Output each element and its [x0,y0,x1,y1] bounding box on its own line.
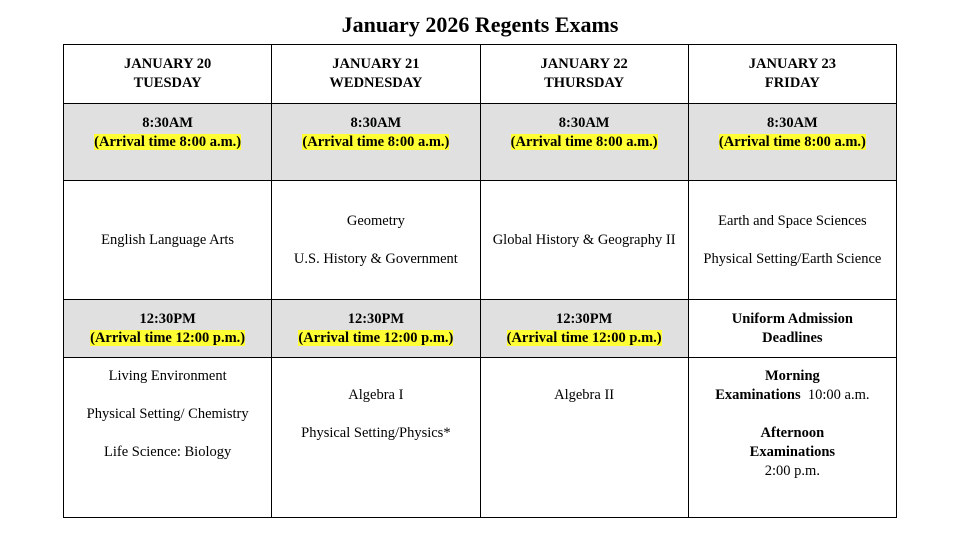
exam-name: Algebra I [348,387,404,403]
morning-exams-cell [688,181,896,300]
exam-name: Living Environment [108,368,227,384]
exam-name: Geometry [346,212,405,229]
arrival-time: (Arrival time 8:00 a.m.) [718,134,866,150]
start-time: 8:30AM [350,115,402,131]
day-weekday: FRIDAY [764,75,820,91]
exam-name: Algebra II [554,387,615,403]
uniform-admission-deadlines-cell [688,358,896,518]
afternoon-time-cell [480,300,688,358]
arrival-time: (Arrival time 12:00 p.m.) [298,329,454,346]
day-header-cell [480,45,688,104]
exam-schedule-table [63,44,897,518]
morning-exams-cell [272,181,480,300]
start-time: 12:30PM [139,310,196,327]
day-weekday: TUESDAY [133,75,202,91]
morning-exams-cell [480,181,688,300]
exam-name: English Language Arts [101,231,235,248]
uniform-admission-heading: Uniform Admission [731,310,853,327]
start-time: 12:30PM [555,310,613,327]
start-time: 8:30AM [767,115,818,131]
deadline-time: 10:00 a.m. [807,387,870,403]
exam-name: Physical Setting/Earth Science [703,250,882,267]
uniform-admission-heading-cell [688,300,896,358]
deadline-label: Examinations [715,387,801,403]
morning-time-cell [272,104,480,181]
afternoon-time-row [64,300,897,358]
morning-time-row [64,104,897,181]
exam-name: Physical Setting/ Chemistry [86,406,249,422]
deadline-label: Examinations [749,444,836,460]
afternoon-exams-cell [64,358,272,518]
afternoon-exams-cell [480,358,688,518]
morning-exams-row [64,181,897,300]
afternoon-exams-row [64,358,897,518]
exam-name: Life Science: Biology [104,444,232,460]
start-time: 8:30AM [142,115,193,131]
morning-time-cell [64,104,272,181]
page-title: January 2026 Regents Exams [341,12,619,37]
start-time: 8:30AM [558,115,610,131]
morning-exams-cell [64,181,272,300]
day-date: JANUARY 23 [748,56,836,72]
arrival-time: (Arrival time 12:00 p.m.) [506,329,662,346]
morning-time-cell [480,104,688,181]
day-date: JANUARY 21 [332,56,420,72]
deadline-label: Afternoon [760,425,825,441]
arrival-time: (Arrival time 12:00 p.m.) [90,329,246,346]
afternoon-time-cell [272,300,480,358]
day-weekday: WEDNESDAY [329,75,423,91]
exam-name: U.S. History & Government [293,250,458,267]
uniform-admission-heading: Deadlines [762,329,823,346]
arrival-time: (Arrival time 8:00 a.m.) [510,134,658,150]
day-date: JANUARY 20 [124,56,212,72]
day-date: JANUARY 22 [540,56,628,72]
exam-name: Physical Setting/Physics* [301,425,451,441]
day-weekday: THURSDAY [544,75,625,91]
day-header-cell [272,45,480,104]
arrival-time: (Arrival time 8:00 a.m.) [302,134,450,150]
deadline-label: Morning [764,368,820,384]
morning-time-cell [688,104,896,181]
exam-name: Earth and Space Sciences [718,212,867,229]
day-header-cell [64,45,272,104]
date-header-row [64,45,897,104]
exam-name: Global History & Geography II [492,231,676,248]
arrival-time: (Arrival time 8:00 a.m.) [94,134,242,150]
afternoon-exams-cell [272,358,480,518]
deadline-time: 2:00 p.m. [764,463,820,479]
afternoon-time-cell [64,300,272,358]
start-time: 12:30PM [347,310,405,327]
day-header-cell [688,45,896,104]
